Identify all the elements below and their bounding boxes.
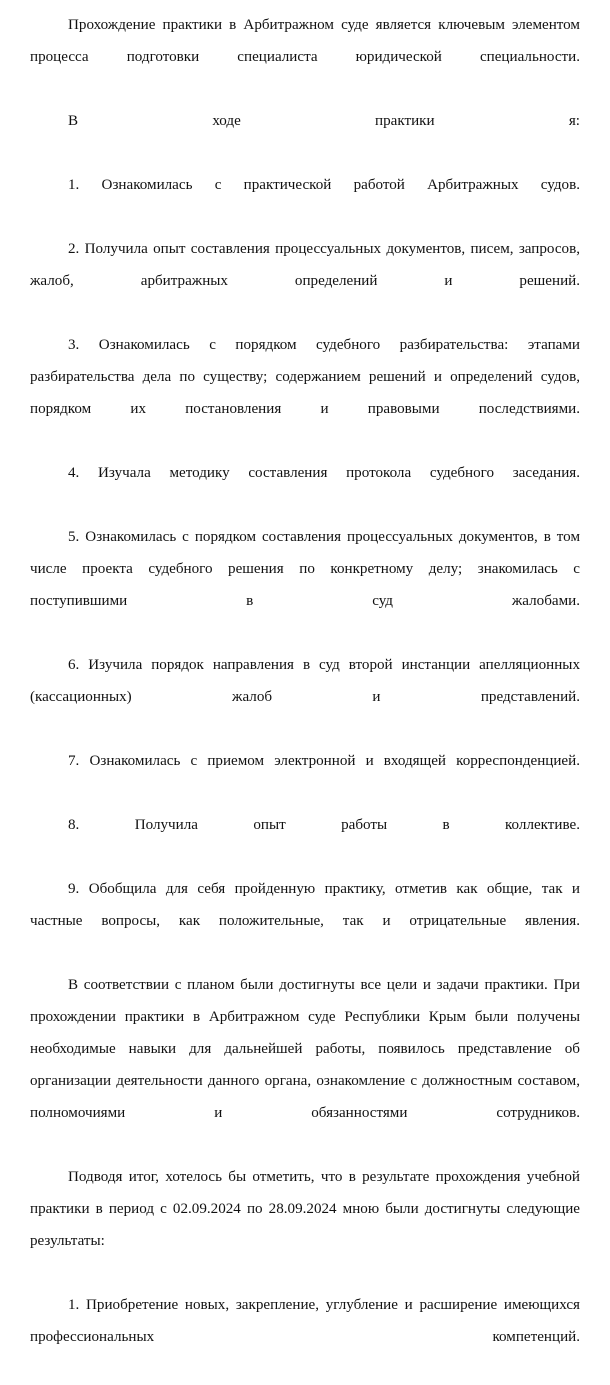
paragraph-conclusion-plan: В соответствии с планом были достигнуты все цели и задачи практики. При прохождении практики в Арбитражном суде Республики Крым были получены необходимые навыки для дальнейшей работы, появилось представление об организации деятельности данного органа, ознакомление с должностным составом, полномочиями и обязанностями сотрудников. [30, 977, 584, 1121]
list-item-2: 2. Получила опыт составления процессуальных документов, писем, запросов, жалоб, арбитражных определений и решений. [30, 241, 584, 289]
paragraph-conclusion-summary: Подводя итог, хотелось бы отметить, что в результате прохождения учебной практики в период с 02.09.2024 по 28.09.2024 мною были достигнуты следующие результаты: [30, 1169, 584, 1249]
list-item-1: 1. Ознакомилась с практической работой Арбитражных судов. [68, 177, 580, 193]
paragraph-lead-in: В ходе практики я: [68, 113, 580, 129]
result-item-1: 1. Приобретение новых, закрепление, углубление и расширение имеющихся профессиональных компетенций. [30, 1297, 584, 1345]
paragraph-intro: Прохождение практики в Арбитражном суде является ключевым элементом процесса подготовки специалиста юридической специальности. [30, 17, 584, 65]
list-item-5: 5. Ознакомилась с порядком составления процессуальных документов, в том числе проекта судебного решения по конкретному делу; знакомилась с поступившими в суд жалобами. [30, 529, 584, 609]
list-item-9: 9. Обобщила для себя пройденную практику, отметив как общие, так и частные вопросы, как положительные, так и отрицательные явления. [30, 881, 584, 929]
list-item-8: 8. Получила опыт работы в коллективе. [68, 817, 580, 833]
list-item-6: 6. Изучила порядок направления в суд второй инстанции апелляционных (кассационных) жалоб и представлений. [30, 657, 584, 705]
list-item-4: 4. Изучала методику составления протокола судебного заседания. [68, 465, 580, 481]
document-text-body [30, 9, 584, 1385]
list-item-7: 7. Ознакомилась с приемом электронной и входящей корреспонденцией. [68, 753, 580, 769]
list-item-3: 3. Ознакомилась с порядком судебного разбирательства: этапами разбирательства дела по существу; содержанием решений и определений судов, порядком их постановления и правовыми последствиями. [30, 337, 584, 417]
